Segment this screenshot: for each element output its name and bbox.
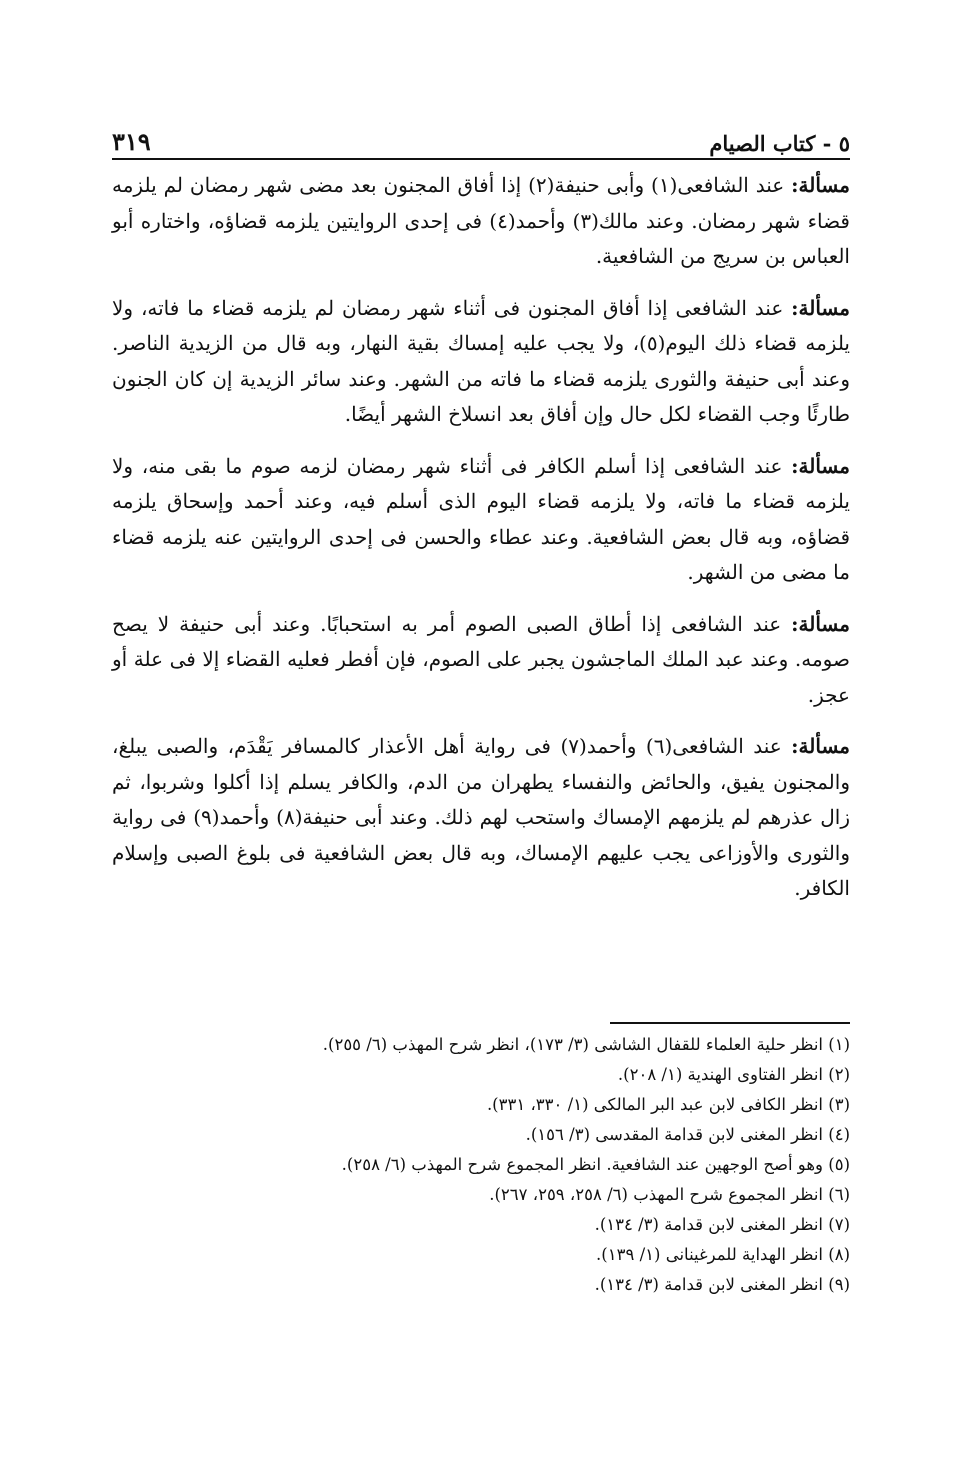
footnote: (٧) انظر المغنى لابن قدامة (٣/ ١٣٤). [594, 1215, 850, 1234]
paragraph-lead: مسألة: [791, 611, 850, 636]
footnote: (٥) وهو أصح الوجهين عند الشافعية. انظر المجموع شرح المهذب (٦/ ٢٥٨). [341, 1155, 850, 1174]
page-number: ٣١٩ [112, 127, 151, 156]
footnote: (٣) انظر الكافى لابن عبد البر المالكى (١/ ٣٣٠، ٣٣١). [486, 1095, 850, 1114]
paragraph [112, 729, 850, 907]
paragraph-text: عند الشافعى إذا أسلم الكافر فى أثناء شهر رمضان لزمه صوم ما بقى منه، ولا يلزمه قضاء ما فاته، ولا يلزمه قضاء اليوم الذى أسلم فيه، وعند أحمد وإسحاق يلزمه قضاؤه، وبه قال بعض الشافعية. وعند عطاء والحسن فى إحدى الروايتين عنه يلزمه قضاء ما مضى من الشهر. [112, 453, 850, 584]
paragraph [112, 607, 850, 714]
footnotes-list [112, 1030, 850, 1300]
paragraph [112, 449, 850, 591]
paragraph-lead: مسألة: [791, 453, 850, 478]
body-text [112, 168, 850, 923]
footnote: (٢) انظر الفتاوى الهندية (١/ ٢٠٨). [617, 1065, 850, 1084]
footnote: (٤) انظر المغنى لابن قدامة المقدسى (٣/ ١٥٦). [525, 1125, 850, 1144]
footnote-rule [610, 1022, 850, 1024]
footnote: (٨) انظر الهداية للمرغينانى (١/ ١٣٩). [596, 1245, 850, 1264]
paragraph [112, 291, 850, 433]
paragraph-lead: مسألة: [791, 173, 850, 197]
paragraph-text: عند الشافعى(١) وأبى حنيفة(٢) إذا أفاق المجنون بعد مضى شهر رمضان لم يلزمه قضاء شهر رمضان. وعند مالك(٣) وأحمد(٤) فى إحدى الروايتين يلزمه قضاؤه، واختاره أبو العباس بن سريج من الشافعية. [112, 173, 850, 268]
footnote: (٩) انظر المغنى لابن قدامة (٣/ ١٣٤). [594, 1275, 850, 1294]
page-header [112, 112, 850, 156]
paragraph-lead: مسألة: [791, 295, 850, 320]
footnote: (٦) انظر المجموع شرح المهذب (٦/ ٢٥٨، ٢٥٩، ٢٦٧). [489, 1185, 850, 1204]
paragraph-text: عند الشافعى إذا أفاق المجنون فى أثناء شهر رمضان لم يلزمه قضاء ما فاته، ولا يلزمه قضاء ذلك اليوم(٥)، ولا يجب عليه إمساك بقية النهار، وبه قال من الزيدية الناصر. وعند أبى حنيفة والثورى يلزمه قضاء ما فاته من الشهر. وعند سائر الزيدية إن كان الجنون طارئًا وجب القضاء لكل حال وإن أفاق بعد انسلاخ الشهر أيضًا. [112, 295, 851, 426]
header-rule [112, 158, 850, 160]
paragraph [112, 168, 850, 275]
running-title: ٥ - كتاب الصيام [709, 131, 850, 156]
paragraph-text: عند الشافعى إذا أطاق الصبى الصوم أمر به استحبابًا. وعند أبى حنيفة لا يصح صومه. وعند عبد الملك الماجشون يجبر على الصوم، فإن أفطر فعليه القضاء إلا فى علة أو عجز. [112, 611, 851, 707]
paragraph-text: عند الشافعى(٦) وأحمد(٧) فى رواية أهل الأعذار كالمسافر يَقْدَم، والصبى يبلغ، والمجنون يفيق، والحائض والنفساء يطهران من الدم، والكافر يسلم إذا أكلوا وشربوا، ثم زال عذرهم لم يلزمهم الإمساك واستحب لهم ذلك. وعند أبى حنيفة(٨) وأحمد(٩) فى رواية والثورى والأوزاعى يجب عليهم الإمساك، وبه قال بعض الشافعية فى بلوغ الصبى وإسلام الكافر. [112, 734, 850, 900]
footnote: (١) انظر حلية العلماء للقفال الشاشى (٣/ ١٧٣)، انظر شرح المهذب (٦/ ٢٥٥). [322, 1035, 850, 1054]
paragraph-lead: مسألة: [791, 734, 851, 758]
